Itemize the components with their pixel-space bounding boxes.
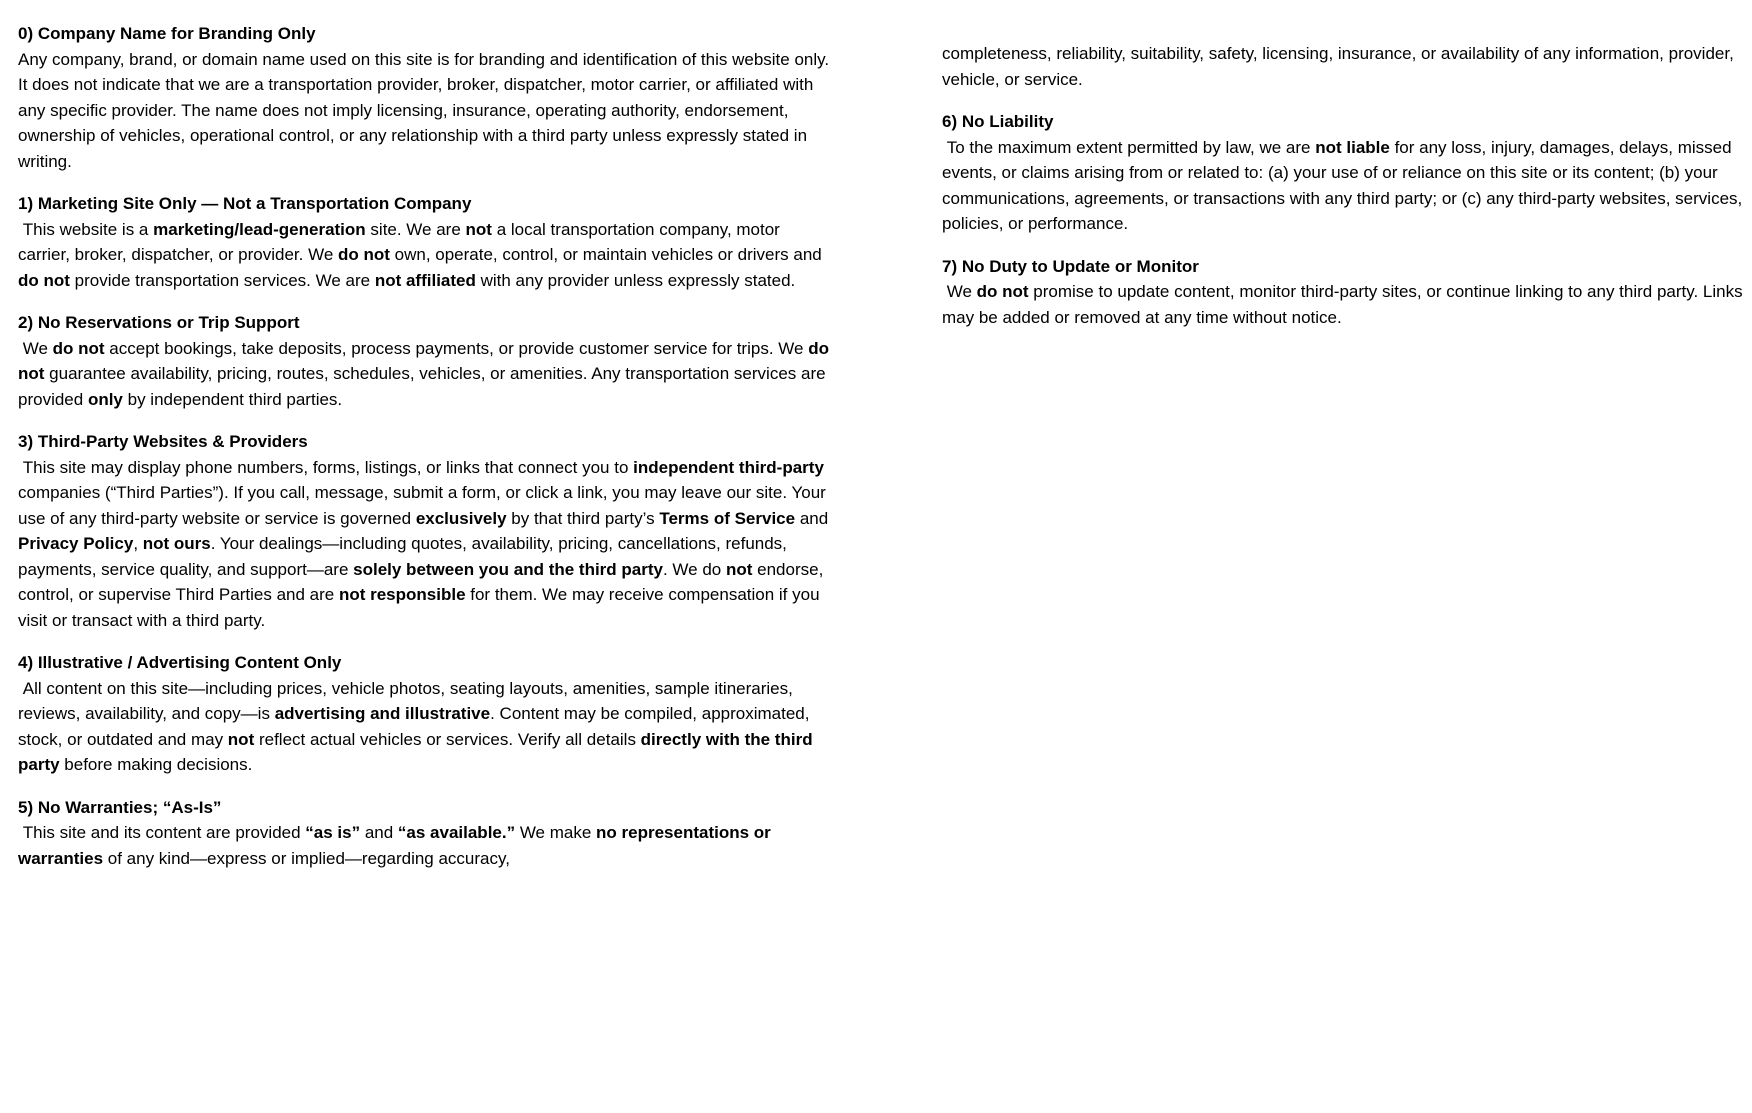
section-0-company-name-branding bbox=[18, 21, 834, 174]
column-right bbox=[942, 21, 1748, 347]
section-7-no-duty-update bbox=[942, 254, 1748, 331]
section-heading: 0) Company Name for Branding Only bbox=[18, 24, 316, 43]
section-5-no-warranties bbox=[18, 795, 834, 872]
section-body: All content on this site—including prices, vehicle photos, seating layouts, amenities, sample itineraries, reviews, availability, and copy—is advertising and illustrative. Content may be compiled, approximated, stock, or outdated and may not reflect actual vehicles or services. Verify all details directly with the third party before making decisions. bbox=[18, 678, 818, 774]
section-5-continuation bbox=[942, 41, 1744, 92]
section-body: This site and its content are provided “as is” and “as available.” We make no representations or warranties of any kind—express or implied—regarding accuracy, bbox=[18, 823, 776, 868]
section-body: completeness, reliability, suitability, safety, licensing, insurance, or availability of any information, provider, vehicle, or service. bbox=[942, 44, 1739, 89]
section-heading: 5) No Warranties; “As-Is” bbox=[18, 797, 222, 817]
section-heading: 6) No Liability bbox=[942, 112, 1054, 131]
section-body: We do not accept bookings, take deposits, process payments, or provide customer service for trips. We do not guarantee availability, pricing, routes, schedules, vehicles, or amenities. Any transportation services are provided only by independent third parties. bbox=[18, 338, 834, 409]
section-4-illustrative-content bbox=[18, 650, 834, 778]
section-heading: 2) No Reservations or Trip Support bbox=[18, 313, 300, 332]
section-heading: 7) No Duty to Update or Monitor bbox=[942, 256, 1199, 276]
section-body: We do not promise to update content, monitor third-party sites, or continue linking to any third party. Links may be added or removed at any time without notice. bbox=[942, 282, 1748, 327]
section-2-no-reservations bbox=[18, 310, 834, 412]
section-heading: 3) Third-Party Websites & Providers bbox=[18, 432, 308, 451]
section-3-third-party-websites bbox=[18, 429, 834, 633]
section-heading: 1) Marketing Site Only — Not a Transportation Company bbox=[18, 194, 472, 213]
section-body: To the maximum extent permitted by law, we are not liable for any loss, injury, damages, delays, missed events, or claims arising from or related to: (a) your use of or reliance on this site or its content; (b) your communications, agreements, or transactions with any third party; or (c) any third-party websites, services, policies, or performance. bbox=[942, 137, 1747, 233]
section-6-no-liability bbox=[942, 109, 1747, 237]
section-1-marketing-site-only bbox=[18, 191, 834, 293]
column-left bbox=[18, 21, 834, 888]
section-body: This site may display phone numbers, forms, listings, or links that connect you to independent third-party companies (“Third Parties”). If you call, message, submit a form, or click a link, you may leave our site. Your use of any third-party website or service is governed exclusively by that third party’s Terms of Service and Privacy Policy, not ours. Your dealings—including quotes, availability, pricing, cancellations, refunds, payments, service quality, and support—are solely between you and the third party. We do not endorse, control, or supervise Third Parties and are not responsible for them. We may receive compensation if you visit or transact with a third party. bbox=[18, 457, 833, 630]
section-body: Any company, brand, or domain name used on this site is for branding and identification of this website only. It does not indicate that we are a transportation provider, broker, dispatcher, motor carrier, or affiliated with any specific provider. The name does not imply licensing, insurance, operating authority, endorsement, ownership of vehicles, operational control, or any relationship with a third party unless expressly stated in writing. bbox=[18, 49, 834, 171]
section-heading: 4) Illustrative / Advertising Content Only bbox=[18, 653, 342, 672]
section-body: This website is a marketing/lead-generation site. We are not a local transportation company, motor carrier, broker, dispatcher, or provider. We do not own, operate, control, or maintain vehicles or drivers and do not provide transportation services. We are not affiliated with any provider unless expressly stated. bbox=[18, 219, 827, 290]
